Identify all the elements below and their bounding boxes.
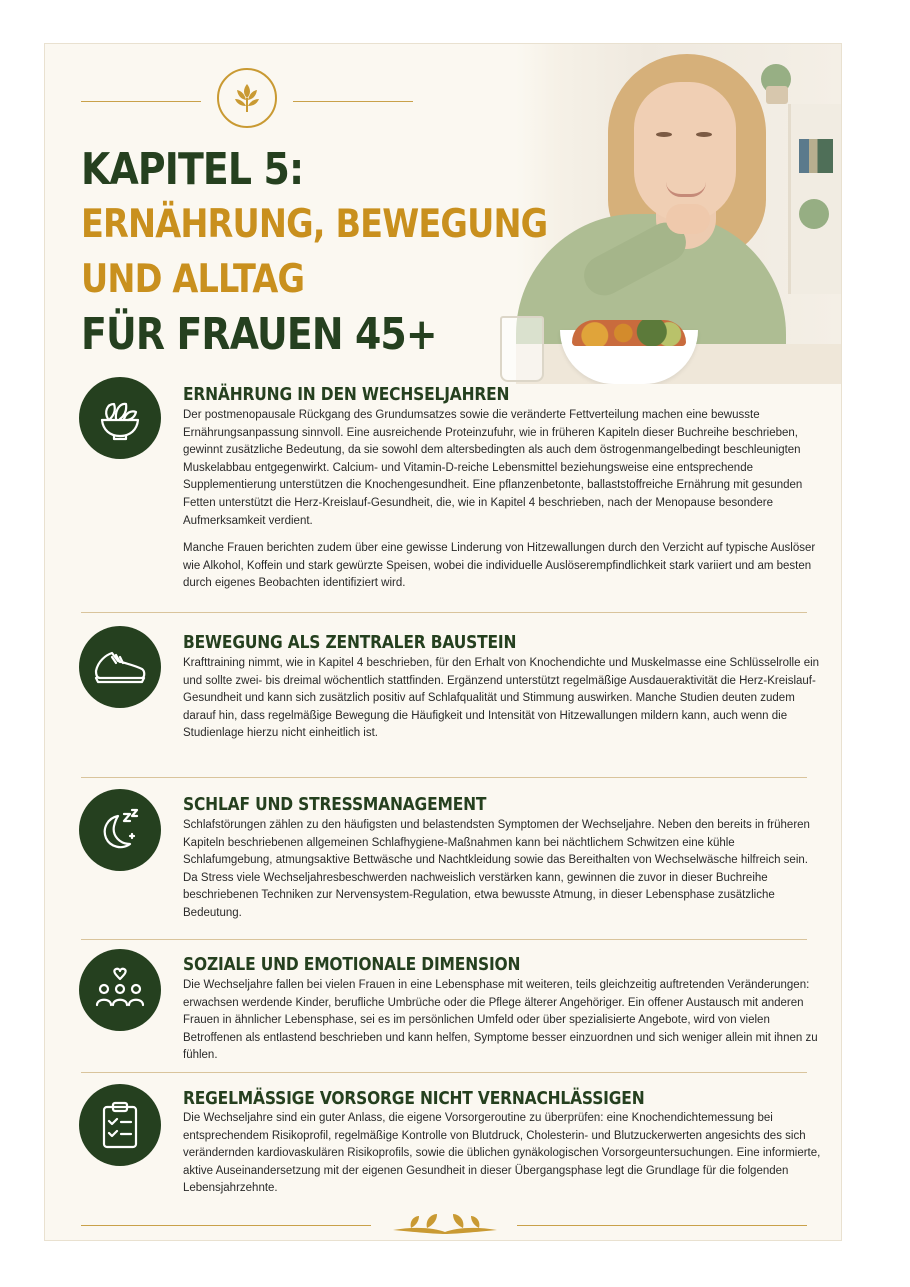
paragraph: Schlafstörungen zählen zu den häufigsten und belastendsten Symptomen der Wechseljahre. Neben den bereits in früheren Kapiteln beschriebenen allgemeinen Schlafhygiene-Maßnahmen kann bei nächtlichem Schwitzen eine kühle Schlafumgebung, atmungsaktive Bettwäsche und Nachtkleidung sowie das Bereithalten von Wechselwäsche hilfreich sein. Da Stress viele Wechseljahresbeschwerden nachweislich verstärken kann, gewinnen die zuvor in dieser Buchreihe beschriebenen Techniken zur Nervensystem-Regulation, etwa bewusste Atmung, in dieser Lebensphase zusätzliche Bedeutung. [183, 819, 810, 919]
section-divider [81, 939, 807, 940]
title-line-4: FÜR FRAUEN 45+ [81, 309, 437, 360]
page [44, 43, 842, 1241]
section-body-sleep [183, 817, 823, 933]
section-divider [81, 777, 807, 778]
paragraph: Die Wechseljahre sind ein guter Anlass, die eigene Vorsorgeroutine zu überprüfen: eine Knochendichtemessung bei entsprechendem Risikoprofil, regelmäßige Kontrolle von Blutdruck, Cholesterin- und Blutzuckerwerten angesichts des sich verändernden kardiovaskulären Risikoprofils, sowie die üblichen gynäkologischen Vorsorgeuntersuchungen. Eine informierte, aktive Auseinandersetzung mit der eigenen Gesundheit in dieser Übergangsphase legt die Grundlage für die folgenden Lebensjahrzehnte. [183, 1112, 821, 1195]
section-body-checkups [183, 1110, 823, 1208]
section-divider [81, 612, 807, 613]
title-line-3: UND ALLTAG [81, 257, 305, 302]
section-heading-nutrition: ERNÄHRUNG IN DEN WECHSELJAHREN [183, 384, 510, 405]
paragraph: Manche Frauen berichten zudem über eine gewisse Linderung von Hitzewallungen durch den Verzicht auf typische Auslöser wie Alkohol, Koffein und stark gewürzte Speisen, wobei die individuelle Auslöserempfindlichkeit stark variiert und am besten durch eigenes Beobachten identifiziert wird. [183, 542, 816, 590]
salad-bowl-icon [79, 377, 161, 459]
moon-sleep-icon [79, 789, 161, 871]
leaf-emblem-icon [217, 68, 277, 128]
title-line-2: ERNÄHRUNG, BEWEGUNG [81, 202, 548, 247]
leaf-ornament-icon [385, 1210, 505, 1241]
clipboard-check-icon [79, 1084, 161, 1166]
header-rule-left [81, 101, 201, 102]
sneaker-icon [79, 626, 161, 708]
footer-rule-right [517, 1225, 807, 1226]
paragraph: Der postmenopausale Rückgang des Grundumsatzes sowie die veränderte Fettverteilung machen eine bewusste Ernährungsanpassung sinnvoll. Eine ausreichende Proteinzufuhr, wie in früheren Kapiteln dieser Buchreihe beschrieben, gewinnt zusätzliche Bedeutung, da sie sowohl dem altersbedingten als auch dem östrogenmangelbedingt beschleunigten Muskelabbau entgegenwirkt. Calcium- und Vitamin-D-reiche Lebensmittel beziehungsweise eine entsprechende Supplementierung unterstützen die Knochengesundheit. Eine pflanzenbetonte, ballaststoffreiche Ernährung mit gesunden Fetten unterstützt die Herz-Kreislauf-Gesundheit, die, wie in Kapitel 4 beschrieben, nach der Menopause besondere Aufmerksamkeit verdient. [183, 409, 803, 527]
paragraph: Krafttraining nimmt, wie in Kapitel 4 beschrieben, für den Erhalt von Knochendichte und Muskelmasse eine Schlüsselrolle ein und sollte zwei- bis dreimal wöchentlich stattfinden. Ergänzend unterstützt regelmäßige Ausdaueraktivität die Herz-Kreislauf-Gesundheit und kann sich zusätzlich positiv auf Schlafqualität und Stimmung auswirken. Manche Studien deuten zudem darauf hin, dass regelmäßige Bewegung die Häufigkeit und Intensität von Hitzewallungen mildern kann, auch wenn die Studienlage hierzu nicht einheitlich ist. [183, 657, 820, 740]
section-heading-checkups: REGELMÄSSIGE VORSORGE NICHT VERNACHLÄSSIGEN [183, 1088, 645, 1109]
group-heart-icon [79, 949, 161, 1031]
paragraph: Die Wechseljahre fallen bei vielen Frauen in eine Lebensphase mit weiteren, teils gleichzeitig auftretenden Veränderungen: erwachsen werdende Kinder, berufliche Umbrüche oder die Pflege älterer Angehöriger. Ein offener Austausch mit anderen Frauen in ähnlicher Lebensphase, sei es im persönlichen Umfeld oder über spezialisierte Angebote, wird von vielen Betroffenen als entlastend beschrieben und kann helfen, Symptome besser einzuordnen und sich weniger allein mit ihnen zu fühlen. [183, 979, 818, 1062]
section-body-nutrition [183, 407, 823, 603]
section-heading-social: SOZIALE UND EMOTIONALE DIMENSION [183, 954, 521, 975]
page-title [81, 142, 547, 362]
footer-rule-left [81, 1225, 371, 1226]
section-body-exercise [183, 655, 823, 753]
header-rule-right [293, 101, 413, 102]
section-body-social [183, 977, 823, 1075]
woman-with-salad-photo [516, 44, 841, 384]
section-heading-sleep: SCHLAF UND STRESSMANAGEMENT [183, 794, 487, 815]
section-heading-exercise: BEWEGUNG ALS ZENTRALER BAUSTEIN [183, 632, 517, 653]
title-line-1: KAPITEL 5: [81, 144, 304, 195]
section-divider [81, 1072, 807, 1073]
